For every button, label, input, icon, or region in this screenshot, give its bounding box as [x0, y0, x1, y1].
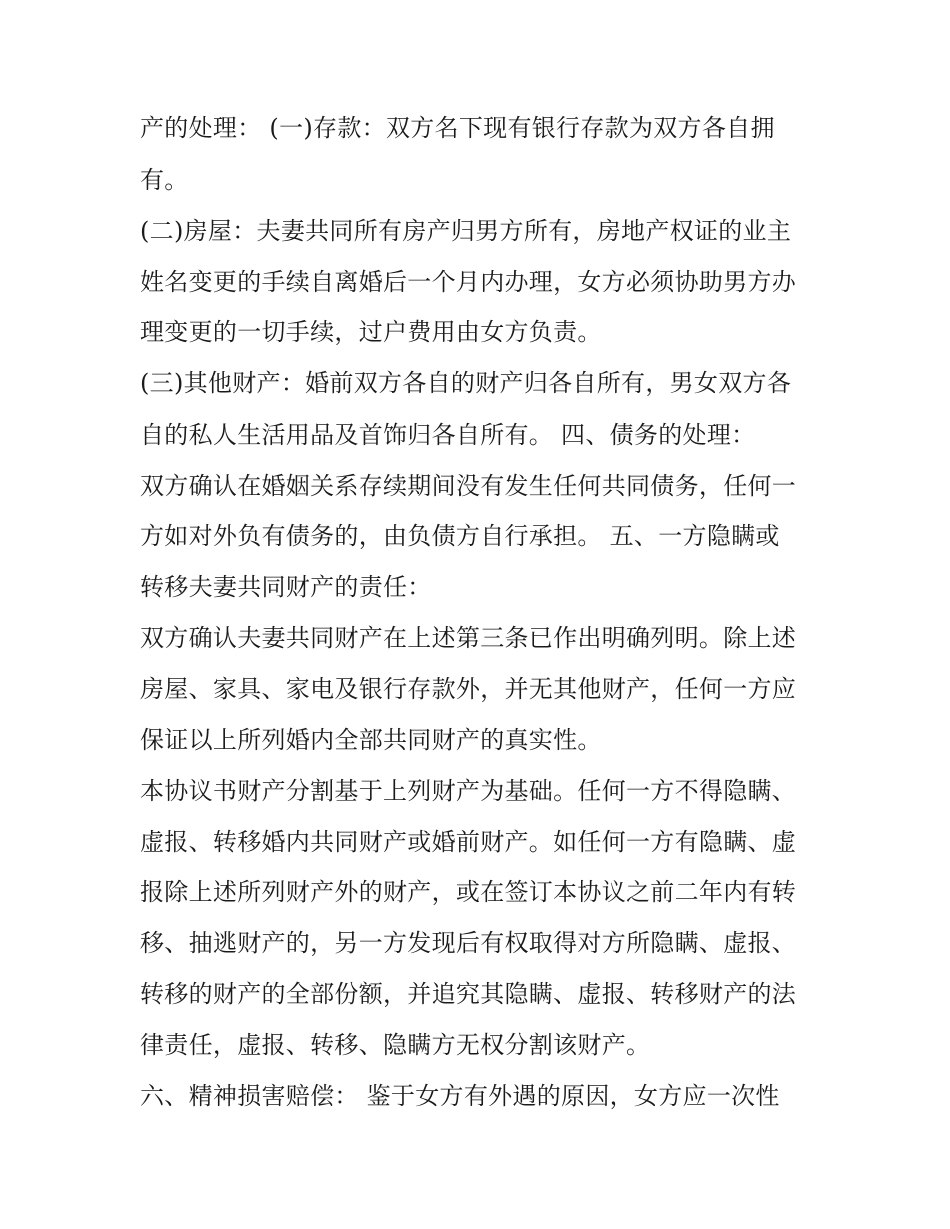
text-line: 有。: [140, 166, 189, 194]
text-line: 转移夫妻共同财产的责任：: [140, 573, 432, 601]
text-line: 保证以上所列婚内全部共同财产的真实性。: [140, 726, 602, 754]
text-line: 双方确认在婚姻关系存续期间没有发生任何共同债务，任何一: [140, 472, 797, 500]
text-line: 理变更的一切手续，过户费用由女方负责。: [140, 318, 602, 346]
text-line: 转移的财产的全部份额，并追究其隐瞒、虚报、转移财产的法: [140, 980, 797, 1008]
text-line: 双方确认夫妻共同财产在上述第三条已作出明确列明。除上述: [140, 624, 797, 652]
text-line: 房屋、家具、家电及银行存款外，并无其他财产，任何一方应: [140, 675, 797, 703]
text-line: 本协议书财产分割基于上列财产为基础。任何一方不得隐瞒、: [140, 777, 797, 805]
text-line: 姓名变更的手续自离婚后一个月内办理，女方必须协助男方办: [140, 268, 797, 296]
text-line: 六、精神损害赔偿： 鉴于女方有外遇的原因，女方应一次性: [140, 1082, 780, 1110]
text-line: 方如对外负有债务的，由负债方自行承担。 五、一方隐瞒或: [140, 522, 780, 550]
text-line: 报除上述所列财产外的财产，或在签订本协议之前二年内有转: [140, 878, 797, 906]
text-line: 移、抽逃财产的，另一方发现后有权取得对方所隐瞒、虚报、: [140, 929, 797, 957]
text-line: (三)其他财产：婚前双方各自的财产归各自所有，男女双方各: [140, 369, 792, 397]
text-line: (二)房屋：夫妻共同所有房产归男方所有，房地产权证的业主: [140, 217, 792, 245]
text-line: 律责任，虚报、转移、隐瞒方无权分割该财产。: [140, 1031, 651, 1059]
text-line: 自的私人生活用品及首饰归各自所有。 四、债务的处理：: [140, 421, 756, 449]
text-line: 产的处理： (一)存款：双方名下现有银行存款为双方各自拥: [140, 114, 775, 142]
text-line: 虚报、转移婚内共同财产或婚前财产。如任何一方有隐瞒、虚: [140, 828, 797, 856]
